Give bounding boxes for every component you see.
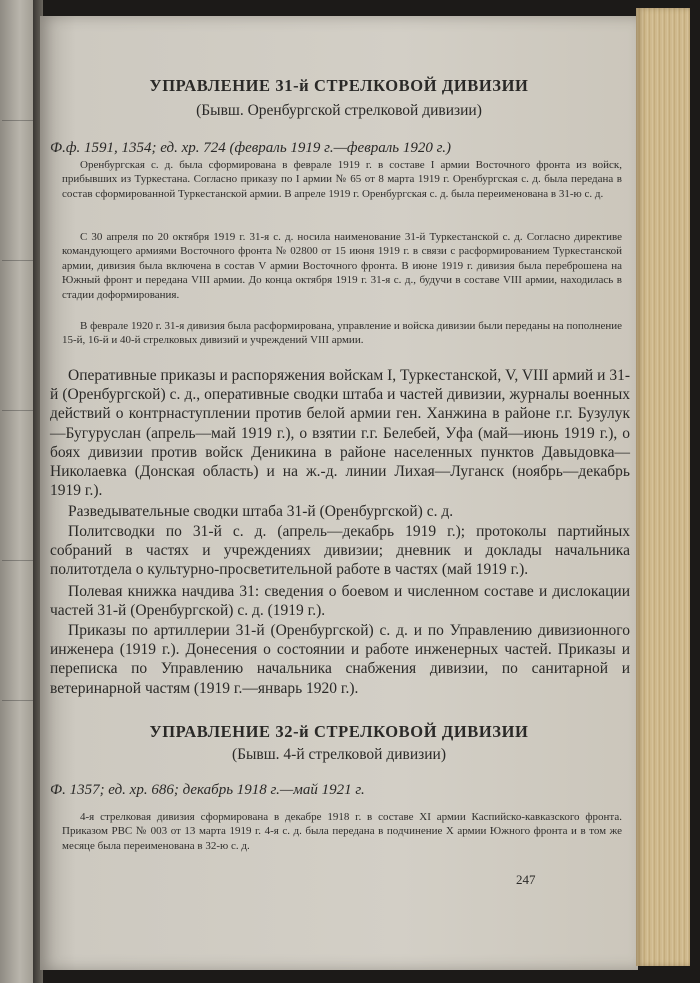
section1-contents-p5: Приказы по артиллерии 31-й (Оренбургской) с. д. и по Управлению дивизионного инженера (1919 г.). Донесения о состоянии и работе инженерных частей. Приказы и переписка по Управлению начальника снабжения дивизии, по санитарной и ветеринарной частям (1919 г.—январь 1920 г.). <box>50 622 630 697</box>
section1-contents-p3: Политсводки по 31-й с. д. (апрель—декабрь 1919 г.); протоколы партийных собраний в частях и учреждениях дивизии; дневник и доклады начальника политотдела о культурно-просветительной работе в частях (май 1919 г.). <box>50 523 630 579</box>
section1-subtitle: (Бывш. Оренбургской стрелковой дивизии) <box>196 102 482 119</box>
section1-history-p2: С 30 апреля по 20 октября 1919 г. 31-я с. д. носила наименование 31-й Туркестанской с. д. Согласно директиве командующего армиями Восточного фронта № 02800 от 15 июня 1919 г. в связи с расформированием Туркестанской армии, дивизия была включена в состав V армии Восточного фронта. В июне 1919 г. дивизия была переброшена на Южный фронт и передана VIII армии. До конца октября 1919 г. 31-я с. д., будучи в составе VIII армии, находилась в стадии доформирования. <box>62 231 622 301</box>
section1-fund-reference: Ф.ф. 1591, 1354; ед. хр. 724 (февраль 1919 г.—февраль 1920 г.) <box>50 140 451 156</box>
page-content <box>40 16 638 970</box>
section1-contents-p1: Оперативные приказы и распоряжения войскам I, Туркестанской, V, VIII армий и 31-й (Оренбургской) с. д., оперативные сводки штаба и частей дивизии, журналы военных действий о контрнаступлении против белой армии ген. Ханжина в районе г.г. Бузулук—Бугуруслан (апрель—май 1919 г.), о взятии г.г. Белебей, Уфа (май—июнь 1919 г.), о боях дивизии против войск Деникина в районе населенных пунктов Давыдовка—Николаевка (Донская область) и на ж.-д. линии Лихая—Луганск (ноябрь—декабрь 1919 г.). <box>50 367 630 500</box>
section2-subtitle: (Бывш. 4-й стрелковой дивизии) <box>231 746 447 763</box>
section2-fund-reference: Ф. 1357; ед. хр. 686; декабрь 1918 г.—май 1921 г. <box>50 782 365 798</box>
page-number: 247 <box>516 872 536 887</box>
section2-title: УПРАВЛЕНИЕ 32-й СТРЕЛКОВОЙ ДИВИЗИИ <box>149 722 529 741</box>
section1-history-p3: В феврале 1920 г. 31-я дивизия была расформирована, управление и войска дивизии были переданы на пополнение 15-й, 16-й и 40-й стрелковых дивизий и учреждений VIII армии. <box>62 320 622 347</box>
section1-title: УПРАВЛЕНИЕ 31-й СТРЕЛКОВОЙ ДИВИЗИИ <box>149 76 529 95</box>
page-fore-edge <box>636 8 690 966</box>
section2-history-p1: 4-я стрелковая дивизия сформирована в декабре 1918 г. в составе XI армии Каспийско-кавказского фронта. Приказом РВС № 003 от 13 марта 1919 г. 4-я с. д. была передана в подчинение X армии Южного фронта и в том же месяце была переименована в 32-ю с. д. <box>62 811 622 852</box>
adjacent-left-page <box>0 0 36 983</box>
section1-contents-p4: Полевая книжка начдива 31: сведения о боевом и численном составе и дислокации частей 31-й (Оренбургской) с. д. (1919 г.). <box>50 583 630 620</box>
section1-history-p1: Оренбургская с. д. была сформирована в феврале 1919 г. в составе I армии Восточного фронта из войск, прибывших из Туркестана. Согласно приказу по I армии № 65 от 8 марта 1919 г. Оренбургская с. д. была передана в состав сформированной Туркестанской армии. В апреле 1919 г. Оренбургская с. д. была переименована в 31-ю с. д. <box>62 159 622 200</box>
section1-contents-p2: Разведывательные сводки штаба 31-й (Оренбургской) с. д. <box>68 503 454 520</box>
